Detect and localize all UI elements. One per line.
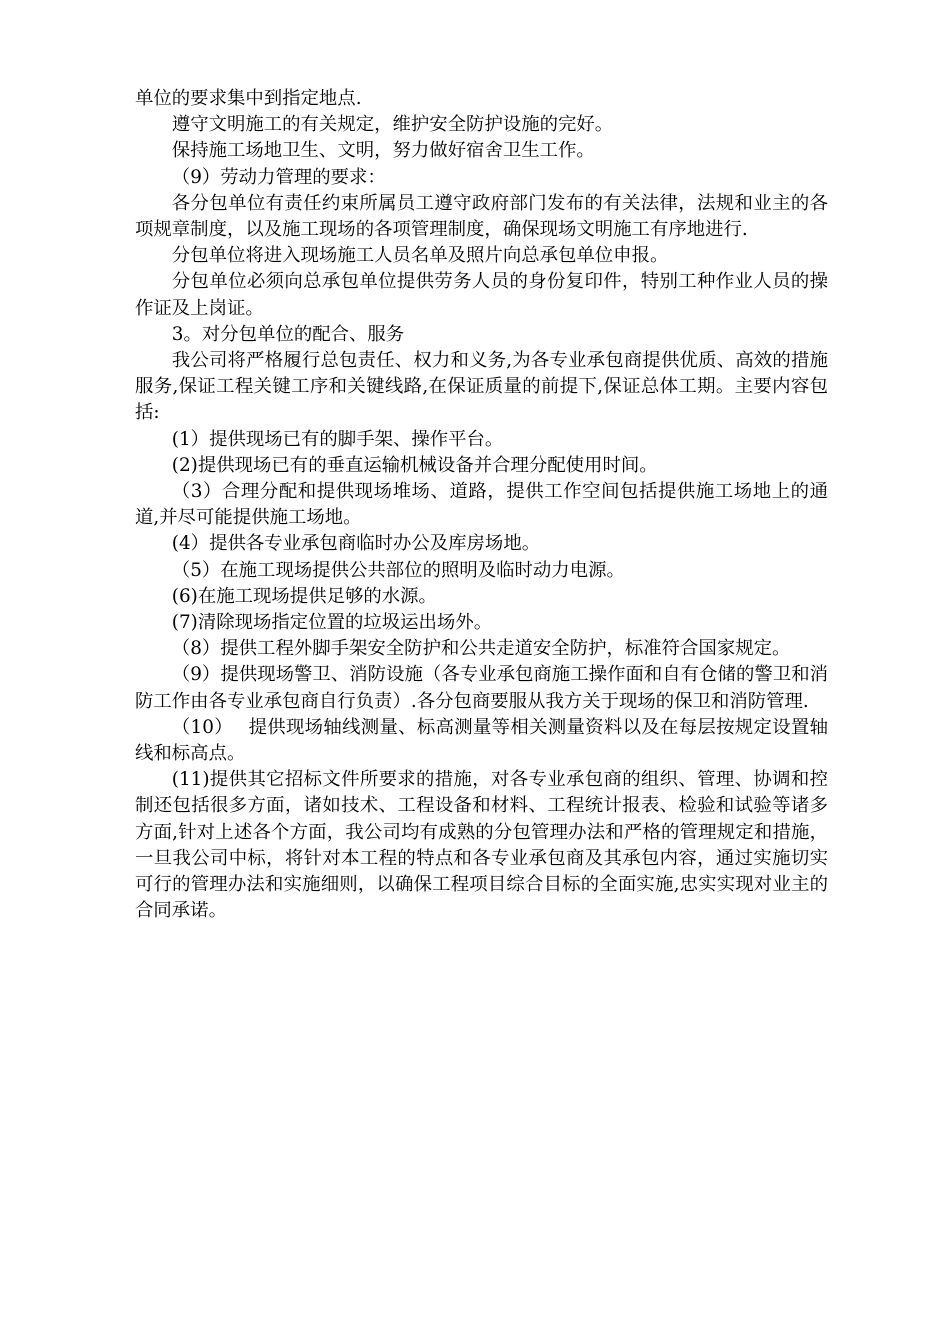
paragraph-site-hygiene: 保持施工场地卫生、文明，努力做好宿舍卫生工作。	[171, 140, 595, 162]
paragraph-subcontractor-responsibility: 各分包单位有责任约束所属员工遵守政府部门发布的有关法律，法规和业主的各项规章制度，以及施工现场的各项管理制度，确保现场文明施工有序地进行.	[135, 192, 828, 241]
paragraph-general-contract-duties: 我公司将严格履行总包责任、权力和义务,为各专业承包商提供优质、高效的措施服务,保证工程关键工序和关键线路,在保证质量的前提下,保证总体工期。主要内容包括:	[135, 350, 828, 424]
list-item-2: (2)提供现场已有的垂直运输机械设备并合理分配使用时间。	[171, 454, 658, 476]
list-item-9: （9）提供现场警卫、消防设施（各专业承包商施工操作面和自有仓储的警卫和消防工作由各专业承包商自行负责）.各分包商要服从我方关于现场的保卫和消防管理.	[135, 664, 828, 712]
paragraph-id-copies: 分包单位必须向总承包单位提供劳务人员的身份复印件，特别工种作业人员的操作证及上岗证。	[135, 271, 828, 319]
paragraph-continuation: 单位的要求集中到指定地点.	[135, 88, 362, 109]
list-item-11: (11)提供其它招标文件所要求的措施，对各专业承包商的组织、管理、协调和控制还包括很多方面，诸如技术、工程设备和材料、工程统计报表、检验和试验等诸多方面,针对上述各个方面，我公司均有成熟的分包管理办法和严格的管理规定和措施，一旦我公司中标，将针对本工程的特点和各专业承包商及其承包内容，通过实施切实可行的管理办法和实施细则，以确保工程项目综合目标的全面实施,忠实实现对业主的合同承诺。	[135, 769, 828, 922]
list-item-1: (1）提供现场已有的脚手架、操作平台。	[171, 428, 504, 450]
list-item-6: (6)在施工现场提供足够的水源。	[171, 585, 437, 607]
list-item-4: (4）提供各专业承包商临时办公及库房场地。	[171, 533, 541, 555]
paragraph-civilized-construction: 遵守文明施工的有关规定，维护安全防护设施的完好。	[171, 114, 614, 136]
list-item-7: (7)清除现场指定位置的垃圾运出场外。	[171, 612, 493, 634]
list-item-10: （10） 提供现场轴线测量、标高测量等相关测量资料以及在每层按规定设置轴线和标高点。	[135, 716, 828, 765]
list-item-5: （5）在施工现场提供公共部位的照明及临时动力电源。	[171, 559, 625, 581]
heading-labor-management: （9）劳动力管理的要求：	[171, 166, 386, 188]
paragraph-personnel-list: 分包单位将进入现场施工人员名单及照片向总承包单位申报。	[171, 245, 669, 267]
heading-coordination-service: 3。对分包单位的配合、服务	[171, 323, 405, 345]
document-page	[135, 86, 828, 925]
list-item-8: （8）提供工程外脚手架安全防护和公共走道安全防护，标准符合国家规定。	[171, 638, 791, 660]
list-item-3: （3）合理分配和提供现场堆场、道路，提供工作空间包括提供施工场地上的通道,并尽可能提供施工场地。	[135, 481, 828, 529]
